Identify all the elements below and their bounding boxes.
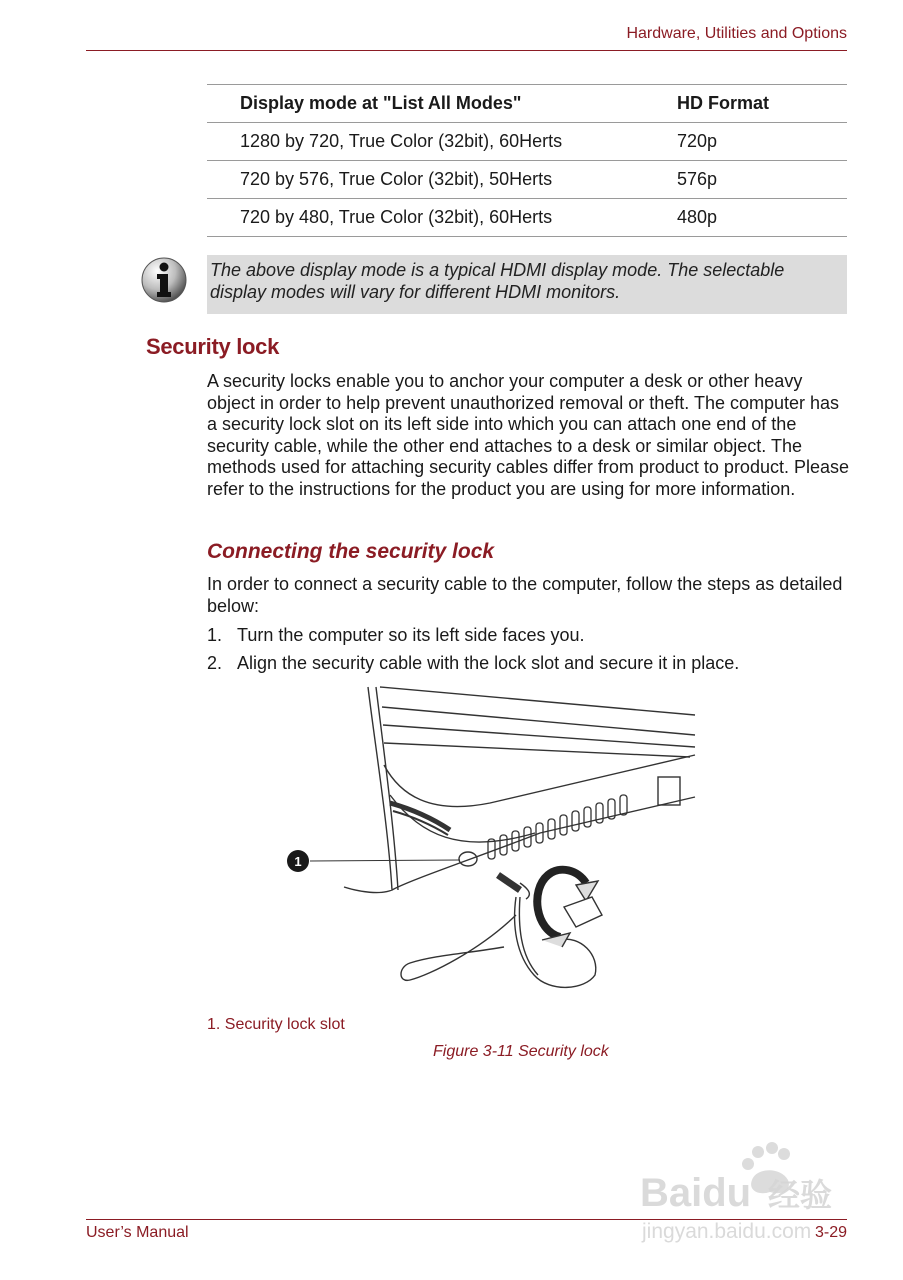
table-header-cell: HD Format	[677, 85, 847, 123]
table-cell: 720 by 480, True Color (32bit), 60Herts	[207, 199, 677, 237]
subsection-heading: Connecting the security lock	[207, 540, 495, 563]
step-text: Turn the computer so its left side faces you.	[237, 625, 585, 645]
figure-caption: Figure 3-11 Security lock	[433, 1043, 609, 1060]
page-number: 3-29	[814, 1224, 847, 1241]
info-icon	[140, 256, 188, 304]
table-cell: 480p	[677, 199, 847, 237]
header-rule	[86, 50, 847, 51]
section-header: Hardware, Utilities and Options	[626, 25, 847, 42]
note-box	[207, 255, 847, 314]
table-cell: 720p	[677, 123, 847, 161]
list-item	[207, 652, 739, 674]
figure-legend: 1. Security lock slot	[207, 1016, 345, 1033]
step-number: 1.	[207, 625, 223, 645]
footer-rule	[86, 1219, 847, 1220]
intro-paragraph: In order to connect a security cable to the computer, follow the steps as detailed below:	[207, 574, 843, 616]
watermark-url: jingyan.baidu.com	[642, 1220, 812, 1243]
step-text: Align the security cable with the lock slot and secure it in place.	[237, 653, 740, 673]
table-cell: 720 by 576, True Color (32bit), 50Herts	[207, 161, 677, 199]
step-number: 2.	[207, 653, 223, 673]
callout-number: 1	[294, 854, 302, 869]
table-row	[207, 161, 847, 199]
note-text: The above display mode is a typical HDMI display mode. The selectable display modes will vary for different HDMI monitors.	[210, 260, 785, 302]
table-cell: 576p	[677, 161, 847, 199]
display-modes-table	[207, 84, 847, 237]
table-cell: 1280 by 720, True Color (32bit), 60Herts	[207, 123, 677, 161]
section-heading: Security lock	[146, 334, 280, 359]
table-header-cell: Display mode at "List All Modes"	[207, 85, 677, 123]
table-row	[207, 199, 847, 237]
body-paragraph: A security locks enable you to anchor your computer a desk or other heavy object in order to help prevent unauthorized removal or theft. The computer has a security lock slot on its left side into which you can attach one end of the security cable, while the other end attaches to a desk or similar object. The methods used for attaching security cables differ from product to product. Please refer to the instructions for the product you are using for more information.	[207, 371, 850, 499]
security-lock-illustration	[280, 685, 700, 1010]
watermark-cn: 经验	[768, 1176, 833, 1214]
table-header-row	[207, 85, 847, 123]
list-item	[207, 624, 585, 646]
watermark-brand: Baidu	[640, 1171, 752, 1215]
table-row	[207, 123, 847, 161]
footer-manual-title: User’s Manual	[86, 1224, 189, 1241]
